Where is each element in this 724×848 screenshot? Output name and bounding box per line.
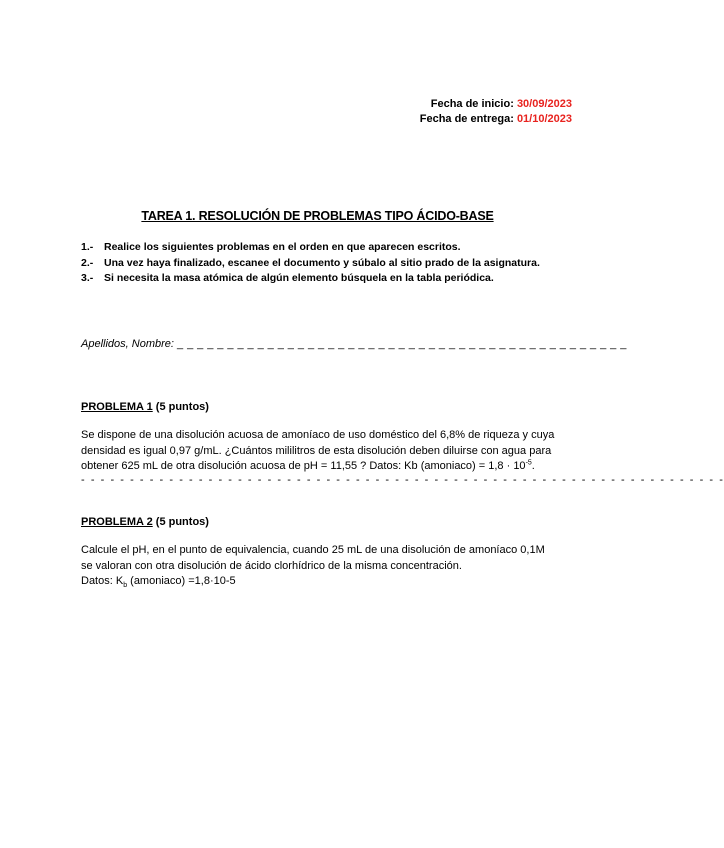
problem-1-points: (5 puntos)	[155, 401, 209, 413]
instruction-item	[81, 271, 540, 287]
instruction-number: 3.-	[81, 272, 94, 284]
problem-2-statement	[81, 543, 571, 590]
instruction-text: Realice los siguientes problemas en el orden en que aparecen escritos.	[104, 241, 461, 253]
problem-1-line-end: .	[531, 460, 535, 472]
instruction-number: 2.-	[81, 256, 94, 269]
instruction-text: Una vez haya finalizado, escanee el documento y súbalo al sitio prado de la asignatura.	[104, 256, 540, 269]
problem-2-points: (5 puntos)	[155, 516, 209, 528]
instruction-text: Si necesita la masa atómica de algún elemento búsquela en la tabla periódica.	[104, 272, 494, 284]
problem-1-heading	[81, 401, 209, 413]
dates-block	[420, 97, 572, 127]
problem-1-line: densidad es igual 0,97 g/mL. ¿Cuántos mililitros de esta disolución deben diluirse con agua para	[81, 444, 552, 457]
start-date-label: Fecha de inicio:	[430, 98, 514, 110]
problem-2-subscript: b	[123, 582, 128, 590]
due-date-value: 01/10/2023	[516, 113, 572, 125]
name-field	[81, 338, 627, 350]
problem-1-statement	[81, 428, 571, 475]
problem-1-exponent: -5	[525, 459, 532, 467]
problem-1-title: PROBLEMA 1	[81, 401, 153, 413]
problem-2-line: Calcule el pH, en el punto de equivalencia, cuando 25 mL de una disolución de amoníaco 0,1M	[81, 544, 545, 556]
problem-2-heading	[81, 516, 209, 528]
name-field-label: Apellidos, Nombre:	[81, 338, 174, 350]
problem-2-title: PROBLEMA 2	[81, 516, 153, 528]
problem-1-line: Se dispone de una disolución acuosa de amoníaco de uso doméstico del 6,8% de riqueza y cuya	[81, 429, 555, 441]
problem-1-line-text: obtener 625 mL de otra disolución acuosa de pH = 11,55 ? Datos: Kb (amoniaco) = 1,8 · 10	[81, 460, 526, 472]
page-title: TAREA 1. RESOLUCIÓN DE PROBLEMAS TIPO ÁCIDO-BASE	[141, 209, 494, 223]
name-field-blank[interactable]: _ _ _ _ _ _ _ _ _ _ _ _ _ _ _ _ _ _ _ _ _ _ _ _ _ _ _ _ _ _ _ _ _ _ _ _ _ _ _ _ _ _ _ _ _	[177, 338, 627, 350]
instruction-item	[81, 240, 540, 256]
instruction-number: 1.-	[81, 241, 94, 253]
due-date-label: Fecha de entrega:	[419, 113, 514, 125]
problem-2-line: se valoran con otra disolución de ácido clorhídrico de la misma concentración.	[81, 559, 462, 572]
start-date-row	[420, 97, 572, 112]
problem-2-data-label: Datos: K	[81, 575, 124, 587]
start-date-value: 30/09/2023	[516, 98, 572, 110]
problem-1-line	[81, 459, 571, 475]
problem-2-data-value: (amoniaco) =1,8·10-5	[127, 575, 236, 587]
due-date-row	[420, 112, 572, 127]
instructions-list	[81, 240, 540, 287]
instruction-item	[81, 256, 540, 272]
problem-2-line	[81, 574, 571, 590]
dashed-separator: - - - - - - - - - - - - - - - - - - - - - - - - - - - - - - - - - - - - - - - - - - - - - - - - - - - - - - - - - - - - - - - - - -	[81, 474, 724, 486]
